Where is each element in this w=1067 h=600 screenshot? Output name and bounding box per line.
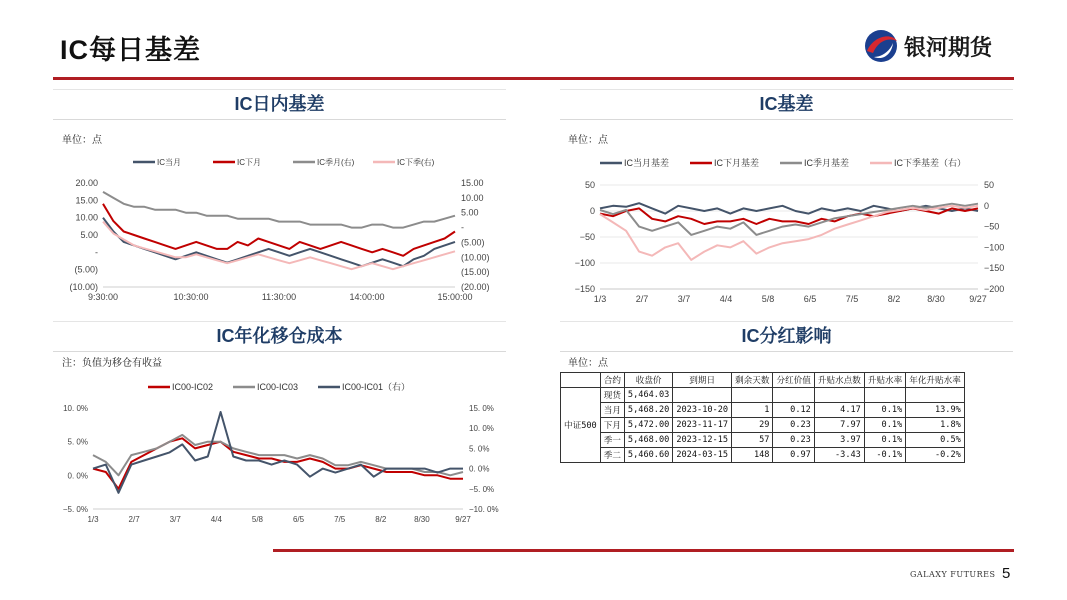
- legend-label: IC下月: [237, 158, 261, 167]
- basis-chart: [560, 148, 1013, 308]
- legend-label: IC00-IC03: [257, 382, 299, 392]
- x-tick-label: 11:30:00: [261, 292, 297, 302]
- brand-logo: [862, 27, 1022, 65]
- table-cell: 0.23: [773, 433, 814, 448]
- legend-label: IC下月基差: [714, 158, 760, 168]
- x-tick-label: 2/7: [128, 515, 140, 522]
- table-cell: 0.97: [773, 448, 814, 463]
- table-cell: 2023-12-15: [673, 433, 732, 448]
- table-cell: 3.97: [814, 433, 864, 448]
- y-tick-label-right: 15.00: [461, 178, 484, 188]
- y-tick-label-left: 50: [584, 180, 595, 190]
- x-tick-label: 6/5: [292, 515, 305, 522]
- x-tick-label: 4/4: [719, 294, 733, 304]
- y-tick-label-right: (5.00): [461, 237, 485, 248]
- table-cell: 0.5%: [906, 433, 965, 448]
- y-tick-label-left: 5. 0%: [67, 437, 88, 447]
- x-tick-label: 5/8: [251, 515, 264, 522]
- y-tick-label-right: (10.00): [461, 252, 490, 263]
- y-tick-label-left: (5.00): [74, 264, 98, 275]
- x-tick-label: 8/2: [887, 294, 901, 304]
- page-number: 5: [1002, 565, 1011, 582]
- panel-top-border: [53, 321, 506, 322]
- y-tick-label-right: 5. 0%: [469, 444, 490, 454]
- y-tick-label-right: −150: [984, 263, 1005, 274]
- y-tick-label-right: (15.00): [461, 267, 490, 278]
- x-tick-label: 1/3: [87, 515, 99, 522]
- legend-label: IC当月基差: [624, 158, 670, 168]
- page-title: IC每日基差: [60, 35, 201, 65]
- table-cell: 5,472.00: [624, 418, 672, 433]
- table-header-cell: 分红价值: [773, 373, 814, 388]
- table-cell: 57: [732, 433, 773, 448]
- table-cell: 下月: [600, 418, 624, 433]
- y-tick-label-right: 5.00: [461, 207, 479, 218]
- table-cell: [906, 388, 965, 403]
- x-tick-label: 7/5: [845, 294, 859, 304]
- legend-label: IC00-IC02: [172, 382, 214, 392]
- table-cell: 5,464.03: [624, 388, 672, 403]
- table-header-cell: 到期日: [673, 373, 732, 388]
- table-cell: -0.2%: [906, 448, 965, 463]
- legend-label: IC季月(右): [317, 158, 355, 167]
- x-tick-label: 9:30:00: [87, 292, 119, 302]
- y-tick-label-right: −50: [984, 221, 1000, 232]
- y-tick-label-left: 10. 0%: [63, 404, 88, 413]
- table-cell: 当月: [600, 403, 624, 418]
- table-cell: 2023-11-17: [673, 418, 732, 433]
- y-tick-label-right: 15. 0%: [469, 404, 494, 413]
- table-cell: 148: [732, 448, 773, 463]
- panel-top-border: [560, 321, 1013, 322]
- y-tick-label-left: −5. 0%: [62, 505, 88, 514]
- table-cell: 2024-03-15: [673, 448, 732, 463]
- table-corner-cell: [561, 373, 601, 388]
- y-tick-label-right: (20.00): [461, 282, 490, 292]
- x-tick-label: 15:00:00: [437, 292, 473, 302]
- legend-label: IC下季基差（右）: [894, 158, 967, 168]
- table-cell: 5,468.20: [624, 403, 672, 418]
- x-tick-label: 3/7: [169, 515, 181, 522]
- table-cell: 季二: [600, 448, 624, 463]
- table-cell: 0.12: [773, 403, 814, 418]
- table-cell: 0.1%: [864, 403, 905, 418]
- table-cell: [732, 388, 773, 403]
- unit-label-basis: 单位：点: [568, 135, 608, 146]
- table-cell: 现货: [600, 388, 624, 403]
- table-header-cell: 收盘价: [624, 373, 672, 388]
- table-cell: 0.1%: [864, 418, 905, 433]
- y-tick-label-left: -: [95, 247, 98, 258]
- roll-cost-chart: [53, 372, 506, 522]
- table-cell: 13.9%: [906, 403, 965, 418]
- x-tick-label: 1/3: [593, 294, 607, 304]
- table-cell: -3.43: [814, 448, 864, 463]
- y-tick-label-right: 50: [984, 180, 995, 190]
- y-tick-label-right: 10.00: [461, 192, 484, 203]
- y-tick-label-right: −100: [984, 242, 1005, 253]
- x-tick-label: 8/30: [927, 294, 945, 304]
- y-tick-label-left: 20.00: [75, 178, 98, 188]
- x-tick-label: 5/8: [761, 294, 775, 304]
- table-row: [561, 403, 965, 418]
- y-tick-label-right: −5. 0%: [469, 484, 495, 494]
- panel-title-basis: IC基差: [560, 89, 1013, 120]
- panel-top-border: [53, 89, 506, 90]
- table-cell: [773, 388, 814, 403]
- table-cell: 1: [732, 403, 773, 418]
- table-row: [561, 433, 965, 448]
- table-row: [561, 448, 965, 463]
- panel-top-border: [560, 89, 1013, 90]
- x-tick-label: 6/5: [803, 294, 817, 304]
- y-tick-label-left: 5.00: [80, 230, 98, 240]
- series-line: [103, 192, 455, 228]
- table-row: [561, 388, 965, 403]
- table-row: [561, 418, 965, 433]
- legend-label: IC季月基差: [804, 158, 850, 168]
- y-tick-label-right: -: [461, 222, 464, 233]
- series-line: [600, 206, 978, 260]
- table-header-row: [561, 373, 965, 388]
- y-tick-label-right: 10. 0%: [469, 424, 494, 434]
- panel-title-intraday: IC日内基差: [53, 89, 506, 120]
- galaxy-logo-icon: [862, 27, 902, 65]
- table-cell: [673, 388, 732, 403]
- series-line: [103, 204, 455, 256]
- x-tick-label: 9/27: [969, 294, 987, 304]
- y-tick-label-left: (10.00): [69, 282, 98, 292]
- x-tick-label: 4/4: [210, 515, 222, 522]
- y-tick-label-left: 0. 0%: [67, 471, 88, 481]
- table-cell: [814, 388, 864, 403]
- dividend-table-wrap: [560, 372, 965, 463]
- table-header-cell: 合约: [600, 373, 624, 388]
- footer-brand: GALAXY FUTURES: [910, 570, 996, 579]
- y-tick-label-left: −150: [574, 284, 595, 294]
- footer-rule: [273, 549, 1014, 552]
- table-cell: -0.1%: [864, 448, 905, 463]
- x-tick-label: 10:30:00: [173, 292, 209, 302]
- table-cell: [864, 388, 905, 403]
- table-cell: 5,468.00: [624, 433, 672, 448]
- y-tick-label-right: −200: [984, 284, 1005, 294]
- table-header-cell: 升贴水率: [864, 373, 905, 388]
- note-label-roll: 注：负值为移仓有收益: [62, 358, 162, 369]
- x-tick-label: 8/30: [414, 515, 430, 522]
- table-group-cell: 中证500: [561, 388, 601, 463]
- header-rule: [53, 77, 1014, 80]
- table-header-cell: 年化升贴水率: [906, 373, 965, 388]
- table-cell: 0.1%: [864, 433, 905, 448]
- table-cell: 季一: [600, 433, 624, 448]
- table-cell: 0.23: [773, 418, 814, 433]
- x-tick-label: 8/2: [375, 515, 387, 522]
- x-tick-label: 14:00:00: [349, 292, 385, 302]
- x-tick-label: 7/5: [334, 515, 346, 522]
- panel-title-dividend: IC分红影响: [560, 321, 1013, 352]
- table-cell: 1.8%: [906, 418, 965, 433]
- y-tick-label-right: 0. 0%: [469, 464, 490, 474]
- table-cell: 7.97: [814, 418, 864, 433]
- unit-label-intraday: 单位：点: [62, 135, 102, 146]
- panel-title-roll: IC年化移仓成本: [53, 321, 506, 352]
- intraday-basis-chart: [53, 148, 506, 308]
- y-tick-label-left: 0: [589, 206, 595, 216]
- y-tick-label-left: 15.00: [75, 195, 98, 206]
- legend-label: IC00-IC01（右）: [342, 382, 411, 392]
- legend-label: IC当月: [157, 158, 181, 167]
- table-cell: 29: [732, 418, 773, 433]
- table-cell: 5,460.60: [624, 448, 672, 463]
- unit-label-dividend: 单位：点: [568, 358, 608, 369]
- y-tick-label-left: −100: [574, 258, 595, 268]
- table-header-cell: 升贴水点数: [814, 373, 864, 388]
- x-tick-label: 9/27: [455, 515, 471, 522]
- table-header-cell: 剩余天数: [732, 373, 773, 388]
- x-tick-label: 2/7: [635, 294, 649, 304]
- y-tick-label-left: 10.00: [75, 212, 98, 223]
- table-cell: 2023-10-20: [673, 403, 732, 418]
- legend-label: IC下季(右): [397, 158, 435, 167]
- table-cell: 4.17: [814, 403, 864, 418]
- y-tick-label-left: −50: [579, 232, 595, 242]
- brand-name: 银河期货: [904, 35, 993, 60]
- dividend-table: [560, 372, 965, 463]
- y-tick-label-right: −10. 0%: [469, 505, 499, 514]
- x-tick-label: 3/7: [677, 294, 691, 304]
- y-tick-label-right: 0: [984, 200, 990, 211]
